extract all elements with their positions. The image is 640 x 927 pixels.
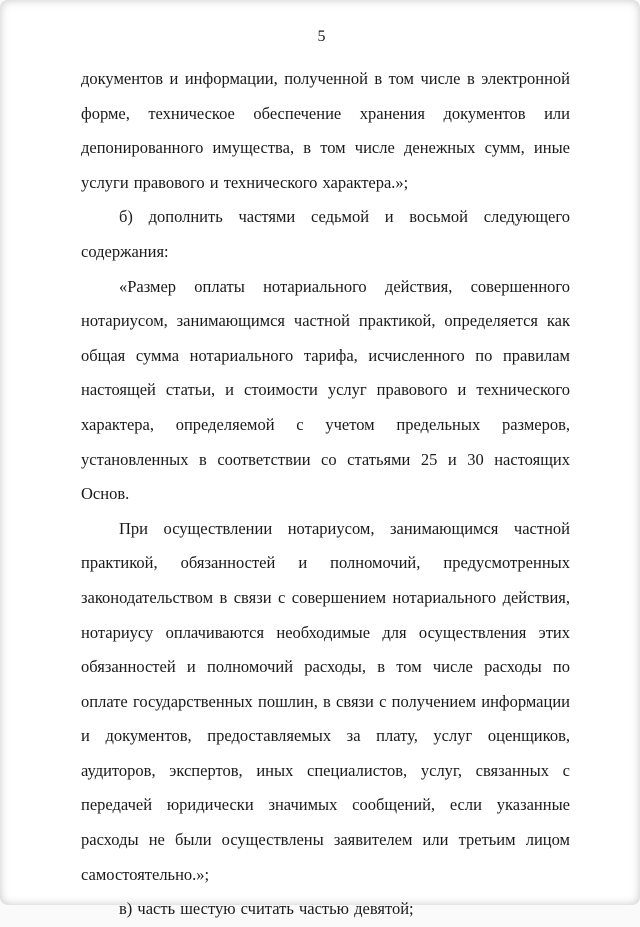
paragraph-subitem-v: в) часть шестую считать частью девятой; — [119, 899, 414, 919]
page-number: 5 — [317, 28, 326, 45]
paragraph-subitem-b: б) дополнить частями седьмой и восьмой следующего содержания: — [81, 207, 570, 261]
document-body — [81, 62, 570, 927]
paragraph-quote-part-eight: При осуществлении нотариусом, занимающимся частной практикой, обязанностей и полномочий, предусмотренных законодательством в связи с совершением нотариального действия, нотариусу оплачиваются необходимые для осуществления этих обязанностей и полномочий расходы, в том числе расходы по оплате государственных пошлин, в связи с получением информации и документов, предоставляемых за плату, услуг оценщиков, аудиторов, экспертов, иных специалистов, услуг, связанных с передачей юридически значимых сообщений, если указанные расходы не были осуществлены заявителем или третьим лицом самостоятельно.»; — [81, 518, 570, 884]
paragraph-quote-part-seven: «Размер оплаты нотариального действия, совершенного нотариусом, занимающимся частной практикой, определяется как общая сумма нотариального тарифа, исчисленного по правилам настоящей статьи, и стоимости услуг правового и технического характера, определяемой с учетом предельных размеров, установленных в соответствии со статьями 25 и 30 настоящих Основ. — [81, 276, 570, 504]
paragraph-continuation: документов и информации, полученной в том числе в электронной форме, техническое обеспечение хранения документов или депонированного имущества, в том числе денежных сумм, иные услуги правового и технического характера.»; — [81, 69, 570, 192]
